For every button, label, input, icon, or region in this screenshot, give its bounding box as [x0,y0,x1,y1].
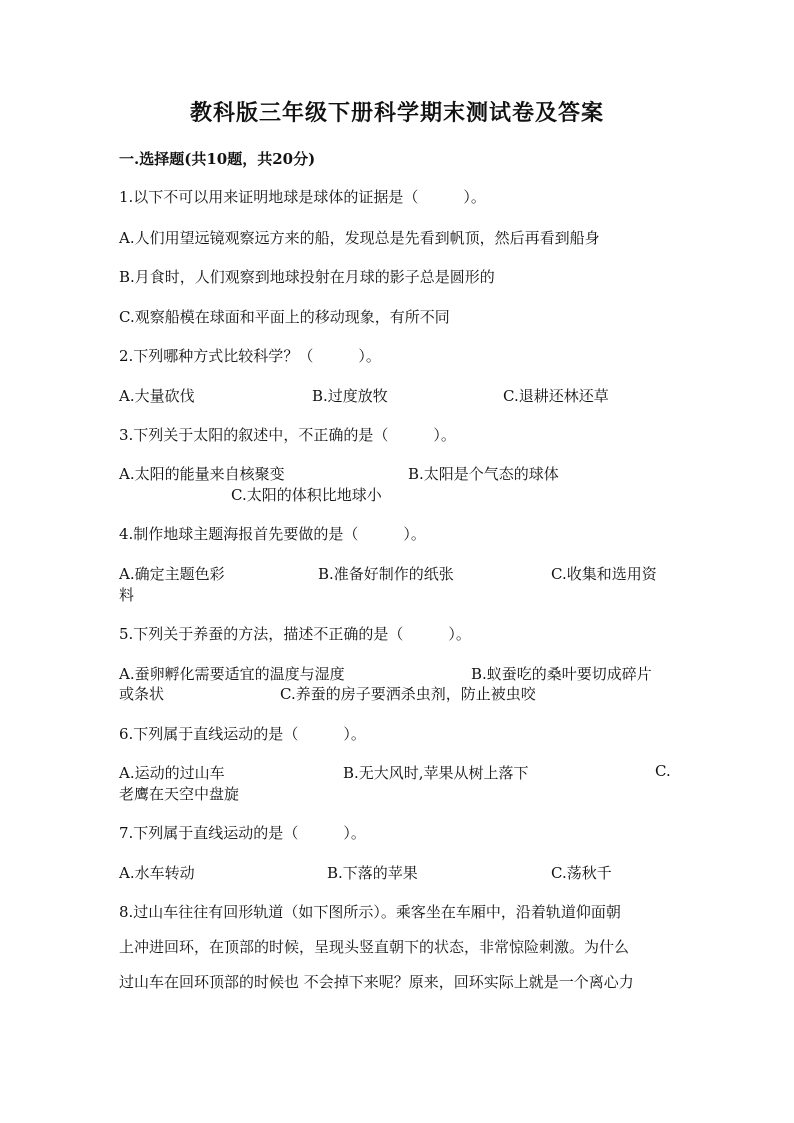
question-8-line-1: 8.过山车往往有回形轨道（如下图所示）。乘客坐在车厢中，沿着轨道仰面朝 [119,903,621,921]
question-5-option-c: C.养蚕的房子要洒杀虫剂，防止被虫咬 [280,685,536,703]
question-5-option-b: B.蚁蚕吃的桑叶要切成碎片 [471,665,652,683]
question-6-stem: 6.下列属于直线运动的是（ ）。 [119,725,366,743]
page-title: 教科版三年级下册科学期末测试卷及答案 [189,100,604,126]
question-7-option-a: A.水车转动 [119,864,195,882]
question-3-option-b: B.太阳是个气态的球体 [408,465,559,483]
question-4-option-b: B.准备好制作的纸张 [318,565,454,583]
question-3-option-a: A.太阳的能量来自核聚变 [119,465,285,483]
question-1-stem: 1.以下不可以用来证明地球是球体的证据是（ ）。 [119,188,486,206]
question-1-option-a: A.人们用望远镜观察远方来的船，发现总是先看到帆顶，然后再看到船身 [119,229,600,247]
question-3-option-c: C.太阳的体积比地球小 [231,486,382,504]
question-2-stem: 2.下列哪种方式比较科学？（ ）。 [119,347,381,365]
question-7-option-c: C.荡秋千 [551,864,612,882]
question-5-option-b-continued: 或条状 [119,685,165,703]
question-4-option-c-continued: 料 [119,586,135,604]
question-7-option-b: B.下落的苹果 [327,864,418,882]
question-6-option-c-continued: 老鹰在天空中盘旋 [119,785,240,803]
question-5-option-a: A.蚕卵孵化需要适宜的温度与湿度 [119,665,345,683]
question-7-stem: 7.下列属于直线运动的是（ ）。 [119,824,366,842]
question-4-option-c: C.收集和选用资 [551,565,657,583]
question-4-stem: 4.制作地球主题海报首先要做的是（ ）。 [119,525,426,543]
question-2-option-b: B.过度放牧 [312,387,388,405]
question-5-stem: 5.下列关于养蚕的方法，描述不正确的是（ ）。 [119,625,471,643]
question-8-line-3: 过山车在回环顶部的时候也 不会掉下来呢？原来，回环实际上就是一个离心力 [119,973,634,991]
question-6-option-a: A.运动的过山车 [119,764,225,782]
question-4-option-a: A.确定主题色彩 [119,565,225,583]
question-2-option-a: A.大量砍伐 [119,387,195,405]
question-6-option-c: C. [655,762,671,780]
question-2-option-c: C.退耕还林还草 [503,387,609,405]
question-8-line-2: 上冲进回环，在顶部的时候，呈现头竖直朝下的状态，非常惊险刺激。为什么 [119,938,630,956]
question-1-option-c: C.观察船模在球面和平面上的移动现象，有所不同 [119,308,450,326]
question-6-option-b: B.无大风时,苹果从树上落下 [343,764,529,782]
section-heading: 一.选择题(共10题，共20分) [119,150,316,168]
question-3-stem: 3.下列关于太阳的叙述中，不正确的是（ ）。 [119,426,456,444]
question-1-option-b: B.月食时，人们观察到地球投射在月球的影子总是圆形的 [119,268,495,286]
